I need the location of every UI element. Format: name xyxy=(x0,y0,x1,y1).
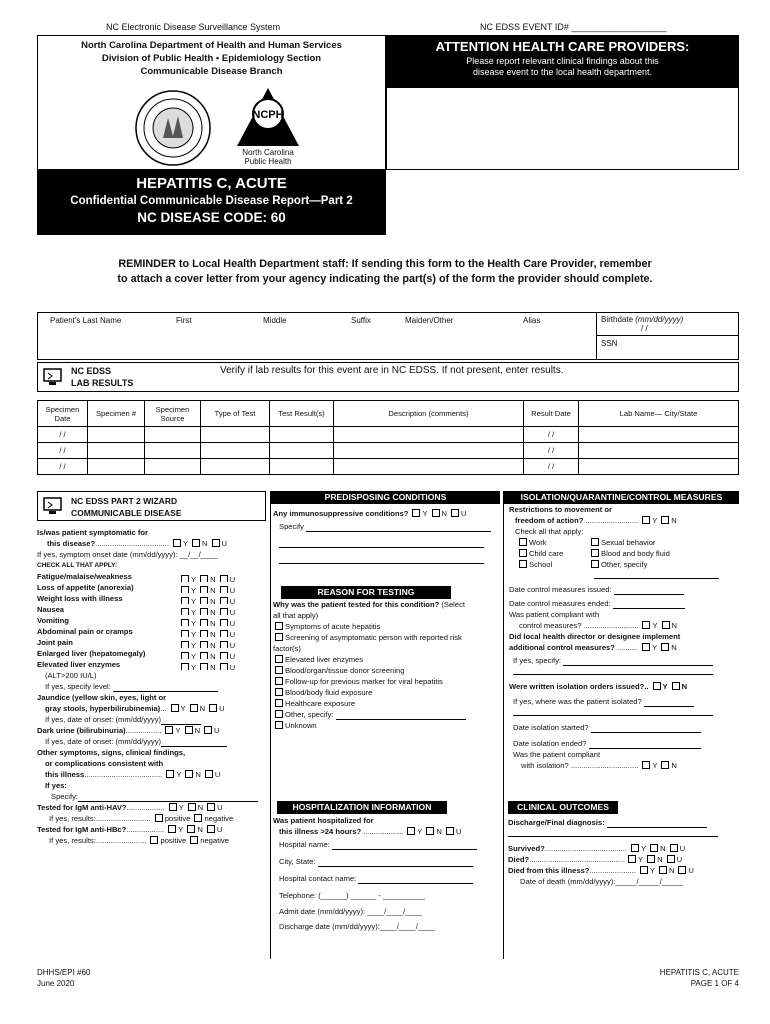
symptom-y-checkbox[interactable] xyxy=(181,652,189,659)
right-column: ISOLATION/QUARANTINE/CONTROL MEASURES Restrictions to movement or freedom of action? ......................... Y N Check all that apply: Work Sexual behavior Child care Blood and body fluid School Other, specify Date control measures issued: Date control measures ended: Was patient compliant with control measures? .......................... Y N Did local health director or designee implement additional control measures? .......... Y N If yes, specify: Were written isolation orders issued?.. Y N If yes, where was the patient isolated? Date isolation started? Date isolation ended? Was the patient compliant with isolation? ................................ Y N CLINICAL OUTCOMES Discharge/Final diagnosis: Survived?....................................... Y N U Died?............................................. Y N U Died from this illness?...................... Y N U Date of death (mm/dd/yyyy):_____/_____/_____ xyxy=(503,491,739,959)
immuno-specify-line[interactable] xyxy=(279,538,484,548)
symptom-row: Fatigue/malaise/weakness Y N U xyxy=(37,572,236,582)
orders-n-checkbox[interactable] xyxy=(672,682,680,690)
symptom-y-checkbox[interactable] xyxy=(181,597,189,604)
hospital-name-field[interactable] xyxy=(332,849,477,850)
ended-date-field[interactable] xyxy=(613,608,685,609)
hospitalization-header: HOSPITALIZATION INFORMATION xyxy=(277,801,447,814)
symptom-u-checkbox[interactable] xyxy=(220,619,228,626)
hav-y-checkbox[interactable] xyxy=(169,803,177,811)
other-label1: Other symptoms, signs, clinical findings, xyxy=(37,748,186,757)
iso-check-label: Check all that apply: xyxy=(515,527,584,536)
col-test-results: Test Result(s) xyxy=(270,401,334,427)
symptom-n-checkbox[interactable] xyxy=(200,652,208,659)
patient-alias-label: Alias xyxy=(523,316,541,325)
survived-u-checkbox[interactable] xyxy=(670,844,678,852)
isolation-header: ISOLATION/QUARANTINE/CONTROL MEASURES xyxy=(504,491,739,504)
reason-row: Follow-up for previous marker for viral hepatitis xyxy=(273,676,500,687)
issued-date-field[interactable] xyxy=(614,594,684,595)
symptom-u-checkbox[interactable] xyxy=(220,586,228,593)
disease-code: NC DISEASE CODE: 60 xyxy=(137,210,286,225)
died-from-u-checkbox[interactable] xyxy=(678,866,686,874)
dark-urine-y-checkbox[interactable] xyxy=(165,726,173,734)
final-diagnosis-line[interactable] xyxy=(508,829,718,837)
col-lab-name: Lab Name— City/State xyxy=(579,401,739,427)
lab-row[interactable]: / / / / xyxy=(38,443,739,459)
hav-n-checkbox[interactable] xyxy=(188,803,196,811)
symptom-row: Enlarged liver (hepatomegaly) Y N U xyxy=(37,649,236,659)
dept-line1: North Carolina Department of Health and Human Services xyxy=(81,40,342,51)
death-date-field[interactable]: Date of death (mm/dd/yyyy):_____/_____/_____ xyxy=(520,877,683,886)
predisposing-header: PREDISPOSING CONDITIONS xyxy=(271,491,500,504)
compliant-y-checkbox[interactable] xyxy=(642,621,650,629)
clinical-outcomes-header: CLINICAL OUTCOMES xyxy=(508,801,618,814)
immuno-y-checkbox[interactable] xyxy=(412,509,420,517)
footer-date: June 2020 xyxy=(37,979,75,988)
symptom-n-checkbox[interactable] xyxy=(200,586,208,593)
col-result-date: Result Date xyxy=(524,401,579,427)
immuno-n-checkbox[interactable] xyxy=(432,509,440,517)
col-specimen-source: Specimen Source xyxy=(145,401,201,427)
iso-compliant-n-checkbox[interactable] xyxy=(661,761,669,769)
jaundice-y-checkbox[interactable] xyxy=(171,704,179,712)
hosp-question: Was patient hospitalized for xyxy=(273,816,374,825)
restrict-n-checkbox[interactable] xyxy=(661,516,669,524)
hbc-positive-checkbox[interactable] xyxy=(150,836,158,844)
hbc-y-checkbox[interactable] xyxy=(168,825,176,833)
symptomatic-y-checkbox[interactable] xyxy=(173,539,181,547)
patient-info-box[interactable] xyxy=(37,312,739,360)
final-diagnosis-field[interactable] xyxy=(607,827,707,828)
dark-urine-u-checkbox[interactable] xyxy=(204,726,212,734)
alt-label: (ALT>200 IU/L) xyxy=(45,671,97,680)
symptom-row: Weight loss with illness Y N U xyxy=(37,594,236,604)
immuno-u-checkbox[interactable] xyxy=(451,509,459,517)
iso-compliant-y-checkbox[interactable] xyxy=(642,761,650,769)
reason-row: Blood/body fluid exposure xyxy=(273,687,500,698)
onset-date-field[interactable]: If yes, symptom onset date (mm/dd/yyyy): __/__/____ xyxy=(37,550,218,559)
symptom-u-checkbox[interactable] xyxy=(220,630,228,637)
dept-line3: Communicable Disease Branch xyxy=(140,66,283,77)
reason-checkbox[interactable] xyxy=(275,721,283,729)
footer-form-number: DHHS/EPI #60 xyxy=(37,968,91,977)
hosp-y-checkbox[interactable] xyxy=(407,827,415,835)
other-restrict-checkbox[interactable] xyxy=(591,560,599,568)
orders-y-checkbox[interactable] xyxy=(653,682,661,690)
director-specify-field[interactable] xyxy=(563,665,713,666)
reason-checkbox[interactable] xyxy=(275,655,283,663)
if-yes-label: If yes: xyxy=(45,781,67,790)
lab-results-table xyxy=(37,400,739,475)
footer-page: PAGE 1 OF 4 xyxy=(690,979,739,988)
reason-instr: all that apply) xyxy=(273,611,319,620)
symptom-row: Abdominal pain or cramps Y N U xyxy=(37,627,236,637)
restrict-y-checkbox[interactable] xyxy=(642,516,650,524)
reason-checkbox[interactable] xyxy=(275,622,283,630)
symptom-y-checkbox[interactable] xyxy=(181,630,189,637)
lab-title1: NC EDSS xyxy=(71,366,112,376)
reason-other-field[interactable] xyxy=(336,719,466,720)
ssn-label[interactable]: SSN xyxy=(601,339,618,348)
reason-row: Symptoms of acute hepatitis xyxy=(273,621,500,632)
reminder-line2: to attach a cover letter from your agency indicating the part(s) of the form the provider should complete. xyxy=(117,273,653,285)
symptom-y-checkbox[interactable] xyxy=(181,586,189,593)
school-checkbox[interactable] xyxy=(519,560,527,568)
symptom-y-checkbox[interactable] xyxy=(181,608,189,615)
attention-box xyxy=(386,35,739,170)
director-y-checkbox[interactable] xyxy=(642,643,650,651)
reason-checkbox[interactable] xyxy=(275,688,283,696)
symptom-y-checkbox[interactable] xyxy=(181,575,189,582)
event-id-field[interactable]: NC EDSS EVENT ID# ___________________ xyxy=(480,22,667,32)
died-y-checkbox[interactable] xyxy=(628,855,636,863)
attention-line1: Please report relevant clinical findings about this xyxy=(466,56,659,66)
other-restrict-field[interactable] xyxy=(594,571,719,579)
middle-column: PREDISPOSING CONDITIONS Any immunosuppressive conditions? Y N U Specify REASON FOR TESTING Why was the patient tested for this condition? (Select all that apply) Symptoms of acute hepatitis Screening of asymptomatic person with reported risk factor(s) Elevated liver enzymes Blood/organ/tissue donor screening Follow-up for previous marker for viral hepatitis Blood/body fluid exposure Healthcare exposure Other, specify: Unknown HOSPITALIZATION INFORMATION Was patient hospitalized for this illness >24 hours? ................... Y N U Hospital name: City, State: Hospital contact name: Telephone: (______) ______ - __________ Admit date (mm/dd/yyyy): ____/____/____ Discharge date (mm/dd/yyyy):____/____/____ xyxy=(270,491,500,959)
hospital-contact-field[interactable] xyxy=(358,883,473,884)
other-y-checkbox[interactable] xyxy=(166,770,174,778)
lab-title2: LAB RESULTS xyxy=(71,378,134,388)
public-health-logo-icon xyxy=(233,84,303,154)
symptom-n-checkbox[interactable] xyxy=(200,597,208,604)
isolated-where-line[interactable] xyxy=(513,708,713,716)
symptom-u-checkbox[interactable] xyxy=(220,575,228,582)
wizard-body: Is/was patient symptomatic for this disease?................................... Y N U If yes, symptom onset date (mm/dd/yyyy): __/__/____ CHECK ALL THAT APPLY: Fatigue/malaise/weakness Y N U Loss of appetite (anorexia) Y N U Weight loss with illness Y N U Nausea Y N U Vomiting Y N U Abdominal pain or cramps Y N U Joint pain Y N U Enlarged liver (hepatomegaly) Y N U Elevated liver enzymes Y N U (ALT>200 IU/L) If yes, specify level: Jaundice (yellow skin, eyes, light or gray stools, hyperbilirubinemia)... Y N U If yes, date of onset: (mm/dd/yyyy) Dark urine (bilirubinuria)................. Y N U If yes, date of onset: (mm/dd/yyyy) Other symptoms, signs, clinical findings, or complications consistent with this illness..................................... Y N U If yes: Specify: Tested for IgM anti-HAV?.................. Y N U If yes, results:.......................... positive negative Tested for IgM anti-HBc?.................. Y N U If yes, results:........................ positive negative xyxy=(37,527,267,846)
symptom-y-checkbox[interactable] xyxy=(181,641,189,648)
computer-monitor-icon xyxy=(43,368,63,386)
state-seal-icon xyxy=(133,88,213,168)
dept-line2: Division of Public Health • Epidemiology Section xyxy=(101,53,322,64)
symptom-row: Elevated liver enzymes Y N U xyxy=(37,660,236,670)
symptom-n-checkbox[interactable] xyxy=(200,575,208,582)
attention-title: ATTENTION HEALTH CARE PROVIDERS: xyxy=(435,39,690,54)
jaundice-label1: Jaundice (yellow skin, eyes, light or xyxy=(37,693,167,702)
check-all-label: CHECK ALL THAT APPLY: xyxy=(37,562,118,569)
died-n-checkbox[interactable] xyxy=(647,855,655,863)
director-n-checkbox[interactable] xyxy=(661,643,669,651)
symptom-u-checkbox[interactable] xyxy=(220,641,228,648)
iso-restrict-label: Restrictions to movement or xyxy=(509,505,612,514)
hospital-city-field[interactable] xyxy=(318,866,473,867)
other-n-checkbox[interactable] xyxy=(185,770,193,778)
symptom-n-checkbox[interactable] xyxy=(200,619,208,626)
iso-started-field[interactable] xyxy=(591,732,701,733)
footer-disease: HEPATITIS C, ACUTE xyxy=(659,968,739,977)
iso-compliant-label: Was the patient compliant xyxy=(513,750,601,759)
reason-checkbox[interactable] xyxy=(275,710,283,718)
symptom-row: Joint pain Y N U xyxy=(37,638,236,648)
immuno-specify-line[interactable] xyxy=(279,554,484,564)
died-from-n-checkbox[interactable] xyxy=(659,866,667,874)
admit-date-field[interactable]: Admit date (mm/dd/yyyy): ____/____/____ xyxy=(279,907,423,916)
reason-row: Healthcare exposure xyxy=(273,698,500,709)
computer-monitor-icon xyxy=(43,497,63,515)
patient-maiden-label: Maiden/Other xyxy=(405,316,454,325)
reason-factors: factor(s) xyxy=(273,644,301,653)
department-box xyxy=(37,35,386,170)
symptom-row: Nausea Y N U xyxy=(37,605,236,615)
patient-suffix-label: Suffix xyxy=(351,316,371,325)
col-description: Description (comments) xyxy=(334,401,524,427)
title-bar xyxy=(37,170,386,235)
reason-header: REASON FOR TESTING xyxy=(281,586,451,599)
symptom-y-checkbox[interactable] xyxy=(181,619,189,626)
symptom-n-checkbox[interactable] xyxy=(200,663,208,670)
discharge-date-field[interactable]: Discharge date (mm/dd/yyyy):____/____/____ xyxy=(279,922,435,931)
jaundice-n-checkbox[interactable] xyxy=(190,704,198,712)
died-u-checkbox[interactable] xyxy=(667,855,675,863)
compliant-n-checkbox[interactable] xyxy=(662,621,670,629)
symptom-n-checkbox[interactable] xyxy=(200,608,208,615)
patient-first-label: First xyxy=(176,316,192,325)
reason-checkbox[interactable] xyxy=(275,666,283,674)
birthdate-label: Birthdate xyxy=(601,315,634,324)
wizard-title2: COMMUNICABLE DISEASE xyxy=(71,508,182,518)
symptom-u-checkbox[interactable] xyxy=(220,597,228,604)
jaundice-u-checkbox[interactable] xyxy=(209,704,217,712)
reason-list xyxy=(271,621,500,731)
reason-row: Unknown xyxy=(273,720,500,731)
director-label: Did local health director or designee implement xyxy=(509,632,681,641)
symptomatic-question: Is/was patient symptomatic for xyxy=(37,528,148,537)
hosp-n-checkbox[interactable] xyxy=(426,827,434,835)
symptom-n-checkbox[interactable] xyxy=(200,641,208,648)
reason-row: Other, specify: xyxy=(273,709,500,720)
hav-negative-checkbox[interactable] xyxy=(194,814,202,822)
bloodfluid-checkbox[interactable] xyxy=(591,549,599,557)
survived-y-checkbox[interactable] xyxy=(631,844,639,852)
symptom-u-checkbox[interactable] xyxy=(220,663,228,670)
system-name: NC Electronic Disease Surveillance System xyxy=(106,22,281,32)
reminder-line1: REMINDER to Local Health Department staff: If sending this form to the Health Care Provider, remember xyxy=(118,258,652,270)
attention-line2: disease event to the local health department. xyxy=(472,67,653,77)
hbc-u-checkbox[interactable] xyxy=(207,825,215,833)
died-from-y-checkbox[interactable] xyxy=(640,866,648,874)
reason-row: Elevated liver enzymes xyxy=(273,654,500,665)
hav-positive-checkbox[interactable] xyxy=(155,814,163,822)
hbc-n-checkbox[interactable] xyxy=(187,825,195,833)
symptom-row: Vomiting Y N U xyxy=(37,616,236,626)
lab-note: Verify if lab results for this event are in NC EDSS. If not present, enter results. xyxy=(220,365,564,376)
birthdate-slashes[interactable]: / / xyxy=(641,324,648,333)
col-specimen-num: Specimen # xyxy=(88,401,145,427)
logo-text1: North Carolina xyxy=(242,148,294,157)
reason-checkbox[interactable] xyxy=(275,699,283,707)
director-specify-line[interactable] xyxy=(513,667,713,675)
symptom-y-checkbox[interactable] xyxy=(181,663,189,670)
hospital-phone-field[interactable]: Telephone: (______) ______ - __________ xyxy=(279,891,426,900)
other-label2: or complications consistent with xyxy=(45,759,164,768)
isolated-where-field[interactable] xyxy=(644,706,694,707)
reason-row: Blood/organ/tissue donor screening xyxy=(273,665,500,676)
reason-checkbox[interactable] xyxy=(275,677,283,685)
hbc-negative-checkbox[interactable] xyxy=(190,836,198,844)
patient-last-label: Patient's Last Name xyxy=(50,316,122,325)
col-specimen-date: Specimen Date xyxy=(38,401,88,427)
svg-text:NCPH: NCPH xyxy=(252,109,284,121)
wizard-header xyxy=(37,491,266,521)
lab-row[interactable]: / / / / xyxy=(38,459,739,475)
immuno-specify-field[interactable] xyxy=(306,531,491,532)
reason-row: Screening of asymptomatic person with reported risk xyxy=(273,632,500,643)
sexual-checkbox[interactable] xyxy=(591,538,599,546)
dark-urine-n-checkbox[interactable] xyxy=(185,726,193,734)
survived-n-checkbox[interactable] xyxy=(650,844,658,852)
iso-ended-field[interactable] xyxy=(589,748,701,749)
work-checkbox[interactable] xyxy=(519,538,527,546)
hav-u-checkbox[interactable] xyxy=(207,803,215,811)
childcare-checkbox[interactable] xyxy=(519,549,527,557)
col-test-type: Type of Test xyxy=(201,401,270,427)
other-u-checkbox[interactable] xyxy=(205,770,213,778)
symptomatic-n-checkbox[interactable] xyxy=(192,539,200,547)
compliant-label: Was patient compliant with xyxy=(509,610,600,619)
symptom-u-checkbox[interactable] xyxy=(220,608,228,615)
lab-results-header xyxy=(37,362,739,392)
symptom-row: Loss of appetite (anorexia) Y N U xyxy=(37,583,236,593)
reason-checkbox[interactable] xyxy=(275,633,283,641)
wizard-title1: NC EDSS PART 2 WIZARD xyxy=(71,496,178,506)
symptom-u-checkbox[interactable] xyxy=(220,652,228,659)
patient-middle-label: Middle xyxy=(263,316,287,325)
lab-row[interactable]: / / / / xyxy=(38,427,739,443)
logo-text2: Public Health xyxy=(244,157,292,166)
symptom-list xyxy=(37,571,267,670)
report-subtitle: Confidential Communicable Disease Report—Part 2 xyxy=(70,195,353,207)
hosp-u-checkbox[interactable] xyxy=(446,827,454,835)
symptom-n-checkbox[interactable] xyxy=(200,630,208,637)
symptomatic-u-checkbox[interactable] xyxy=(212,539,220,547)
disease-title: HEPATITIS C, ACUTE xyxy=(136,175,287,192)
birthdate-format: (mm/dd/yyyy) xyxy=(635,315,684,324)
